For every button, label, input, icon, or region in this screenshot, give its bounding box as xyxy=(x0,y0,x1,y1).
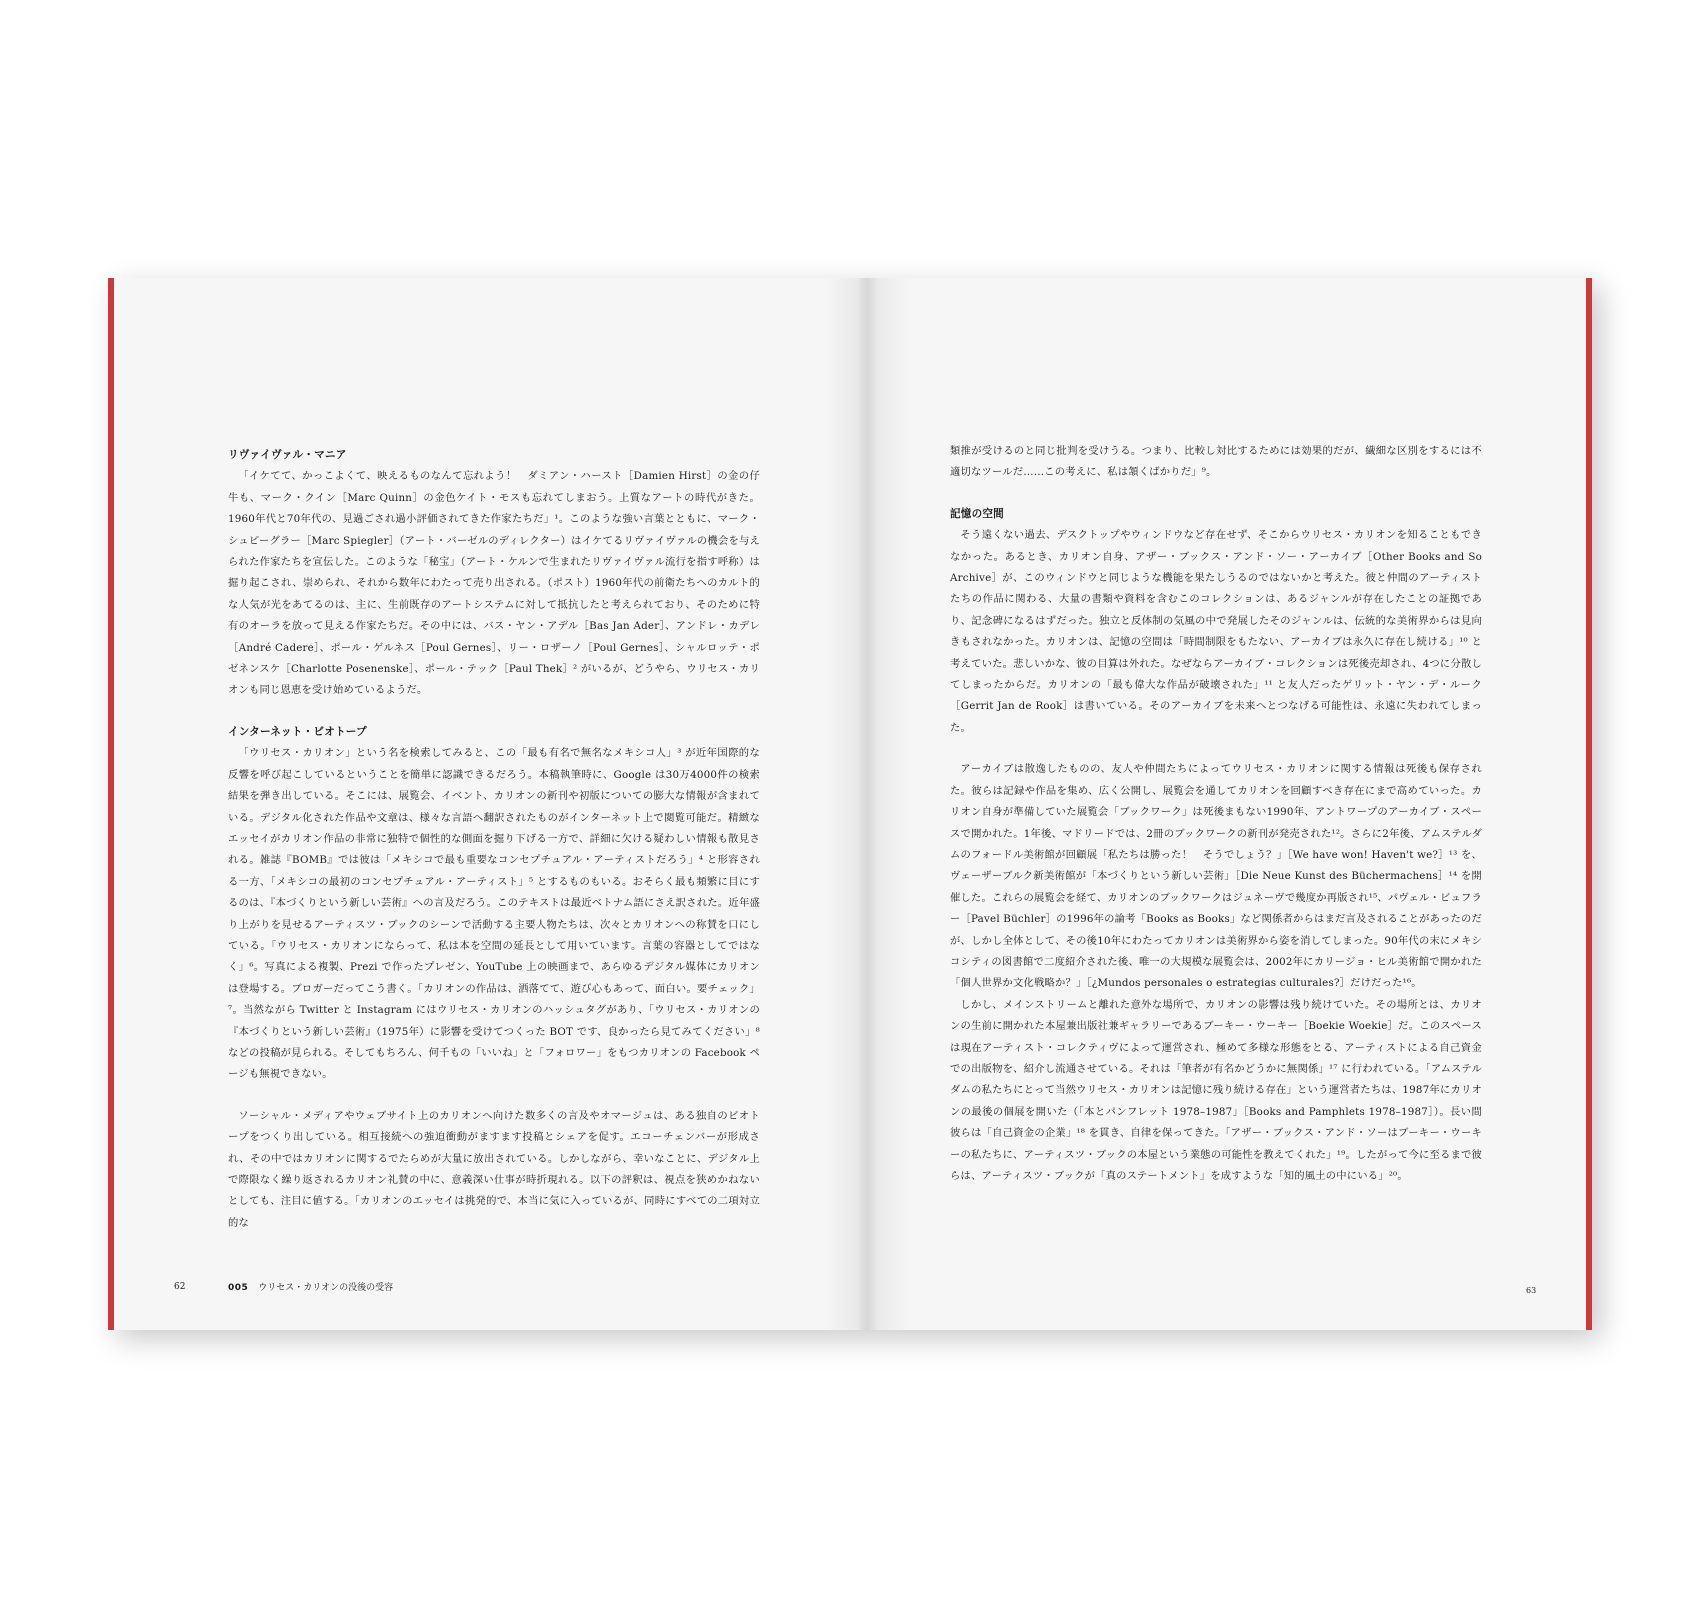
paragraph: 「ウリセス・カリオン」という名を検索してみると、この「最も有名で無名なメキシコ人」³ が近年国際的な反響を呼び起こしているということを簡単に認識できるだろう。本稿執筆時に、Google は30万4000件の検索結果を弾き出している。そこには、展覧会、イベント、カリオンの新刊や初版についての膨大な情報が含まれている。デジタル化された作品や文章は、様々な言語へ翻訳されたものがインターネット上で閲覧可能だ。精緻なエッセイがカリオン作品の非常に独特で個性的な側面を掘り下げる一方で、詳細に欠ける疑わしい情報も散見される。雑誌『BOMB』では彼は「メキシコで最も重要なコンセプチュアル・アーティストだろう」⁴ と形容される一方、「メキシコの最初のコンセプチュアル・アーティスト」⁵ とするものもいる。おそらく最も頻繁に目にするのは、『本づくりという新しい芸術』への言及だろう。このテキストは最近ベトナム語にさえ訳された。近年盛り上がりを見せるアーティスツ・ブックのシーンで活動する主要人物たちは、次々とカリオンへの称賛を口にしている。「ウリセス・カリオンにならって、私は本を空間の延長として用いています。言葉の容器としてではなく」⁶。写真による複製、Prezi で作ったプレゼン、YouTube 上の映画まで、あらゆるデジタル媒体にカリオンは登場する。ブロガーだってこう書く。「カリオンの作品は、洒落てて、遊び心もあって、面白い。要チェック」⁷。当然ながら Twitter と Instagram にはウリセス・カリオンのハッシュタグがあり、「ウリセス・カリオンの『本づくりという新しい芸術』（1975年）に影響を受けてつくった BOT です、良かったら見てみてください」⁸ などの投稿が見られる。そしてもちろん、何千もの「いいね」と「フォロワー」をもつカリオンの Facebook ページも無視できない。 xyxy=(228,747,760,1081)
section-heading-revival-mania: リヴァイヴァル・マニア xyxy=(228,449,347,461)
paragraph: そう遠くない過去、デスクトップやウィンドウなど存在せず、そこからウリセス・カリオンを知ることもできなかった。あるとき、カリオン自身、アザー・ブックス・アンド・ソー・アーカイブ［Other Books and So Archive］が、このウィンドウと同じような機能を果たしうるのではないかと考えた。彼と仲間のアーティストたちの作品に関わる、大量の書類や資料を含むこのコレクションは、あるジャンルが存在したことの証拠であり、記念碑になるはずだった。独立と反体制の気風の中で発展したそのジャンルは、伝統的な美術界からは見向きもされなかった。カリオンは、記憶の空間は「時間制限をもたない、アーカイブは永久に存在し続ける」¹⁰ と考えていた。悲しいかな、彼の目算は外れた。なぜならアーカイブ・コレクションは死後売却され、4つに分散してしまったからだ。カリオンの「最も偉大な作品が破壊された」¹¹ と友人だったゲリット・ヤン・デ・ルーク［Gerrit Jan de Rook］は書いている。そのアーカイブを未来へとつなげる可能性は、永遠に失われてしまった。 xyxy=(950,529,1482,734)
paragraph: 類推が受けるのと同じ批判を受けうる。つまり、比較し対比するためには効果的だが、繊細な区別をするには不適切なツールだ……この考えに、私は頷くばかりだ」⁹。 xyxy=(950,445,1482,479)
paragraph: アーカイブは散逸したものの、友人や仲間たちによってウリセス・カリオンに関する情報は死後も保存された。彼らは記録や作品を集め、広く公開し、展覧会を通してカリオンを回顧すべき存在にまで高めていった。カリオン自身が準備していた展覧会「ブックワーク」は死後まもない1990年、アントワープのアーカイブ・スペースで開かれた。1年後、マドリードでは、2冊のブックワークの新刊が発売された¹²。さらに2年後、アムステルダムのフォードル美術館が回顧展「私たちは勝った！ そうでしょう？」［We have won! Haven't we?］¹³ を、ヴェーザーブルク新美術館が「本づくりという新しい芸術」［Die Neue Kunst des Büchermachens］¹⁴ を開催した。これらの展覧会を経て、カリオンのブックワークはジュネーヴで幾度か再版され¹⁵、パヴェル・ビュフラー［Pavel Büchler］の1996年の論考「Books as Books」など関係者からはまだ言及されることがあったのだが、しかし全体として、その後10年にわたってカリオンは美術界から姿を消してしまった。90年代の末にメキシコシティの図書館で二度紹介された後、唯一の大規模な展覧会は、2002年にカリージョ・ヒル美術館で開かれた「個人世界か文化戦略か？」［¿Mundos personales o estrategias culturales?］だけだった¹⁶。 xyxy=(950,763,1482,990)
chapter-number: 005 xyxy=(228,1283,249,1293)
section-heading-memory-space: 記憶の空間 xyxy=(950,507,1004,520)
section-heading-internet-biotope: インターネット・ビオトープ xyxy=(228,725,367,738)
paragraph: しかし、メインストリームと離れた意外な場所で、カリオンの影響は残り続けていた。その場所とは、カリオンの生前に開かれた本屋兼出版社兼ギャラリーであるブーキー・ウーキー［Boekie Woekie］だ。このスペースは現在アーティスト・コレクティヴによって運営され、極めて多様な形態をとる、アーティストによる自己資金での出版物を、紹介し流通させている。それは「筆者が有名かどうかに無関係」¹⁷ に行われている。「アムステルダムの私たちにとって当然ウリセス・カリオンは記憶に残り続ける存在」という運営者たちは、1987年にカリオンの最後の個展を開いた（「本とパンフレット 1978–1987」［Books and Pamphlets 1978–1987］）。長い間彼らは「自己資金の企業」¹⁸ を貫き、自律を保ってきた。「アザー・ブックス・アンド・ソーはブーキー・ウーキーの私たちに、アーティスツ・ブックの本屋という業態の可能性を教えてくれた」¹⁹。したがって今に至るまで彼らは、アーティスツ・ブックが「真のステートメント」を成すような「知的風土の中にいる」²⁰。 xyxy=(950,998,1482,1182)
red-page-edge-left xyxy=(108,278,114,1330)
paragraph: ソーシャル・メディアやウェブサイト上のカリオンへ向けた数多くの言及やオマージュは、ある独自のビオトープをつくり出している。相互接続への強迫衝動がますます投稿とシェアを促す。エコーチェンバーが形成され、その中ではカリオンに関するでたらめが大量に放出されている。しかしながら、幸いなことに、デジタル上で際限なく繰り返されるカリオン礼賛の中に、意義深い仕事が時折現れる。以下の評釈は、視点を狭めかねないとしても、注目に値する。「カリオンのエッセイは挑発的で、本当に気に入っているが、同時にすべての二項対立的な xyxy=(228,1109,760,1229)
page-number-left: 62 xyxy=(174,1282,186,1292)
paragraph: 「イケてて、かっこよくて、映えるものなんて忘れよう！ ダミアン・ハースト［Damien Hirst］の金の仔牛も、マーク・クイン［Marc Quinn］の金色ケイト・モスも忘れてしまおう。上質なアートの時代がきた。1960年代と70年代の、見過ごされ過小評価されてきた作家たちだ」¹。このような強い言葉とともに、マーク・シュピーグラー［Marc Spiegler］（アート・バーゼルのディレクター）はイケてるリヴァイヴァルの機会を与えられた作家たちを宣伝した。このような「秘宝」（アート・ケルンで生まれたリヴァイヴァル流行を指す呼称）は掘り起こされ、崇められ、それから数年にわたって売り出される。（ポスト）1960年代の前衛たちへのカルト的な人気が光をあてるのは、主に、生前既存のアートシステムに対して抵抗したと考えられており、そのために特有のオーラを放って見える作家たちだ。その中には、バス・ヤン・アデル［Bas Jan Ader］、アンドレ・カデレ［André Cadere］、ポール・ゲルネス［Poul Gernes］、リー・ロザーノ［Poul Gernes］、シャルロッテ・ポゼネンスケ［Charlotte Posenenske］、ポール・テック［Paul Thek］² がいるが、どうやら、ウリセス・カリオンも同じ恩恵を受け始めているようだ。 xyxy=(228,470,760,697)
book-spread xyxy=(108,278,1592,1330)
page-number-right: 63 xyxy=(1526,1286,1537,1295)
right-page-text xyxy=(950,441,1482,1187)
left-page-text xyxy=(228,445,760,1234)
red-page-edge-right xyxy=(1586,278,1592,1330)
chapter-title: ウリセス・カリオンの没後の受容 xyxy=(258,1283,394,1293)
book-gutter xyxy=(824,278,910,1330)
running-head xyxy=(228,1280,393,1293)
